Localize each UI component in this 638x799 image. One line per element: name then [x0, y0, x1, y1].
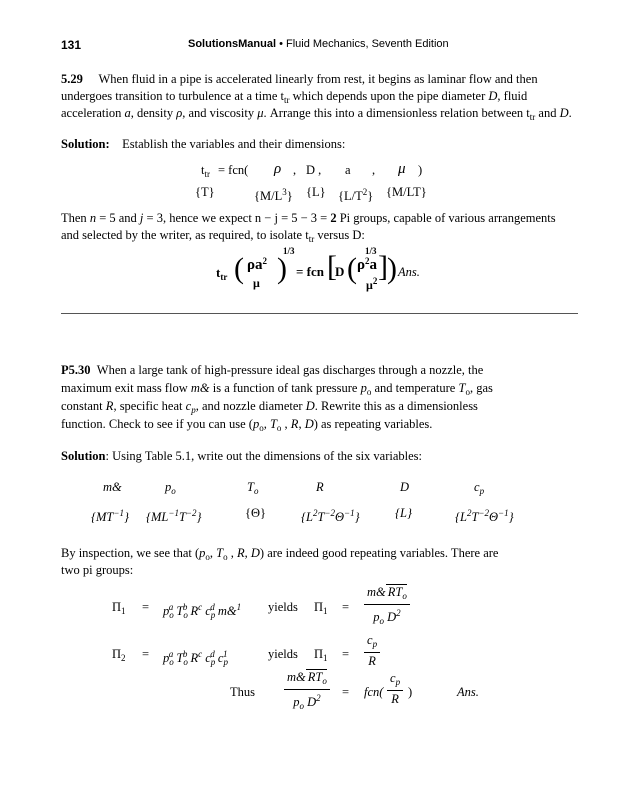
pi1-eq: =	[142, 600, 150, 614]
problem-529-text1: When fluid in a pipe is accelerated linearly from rest, it begins as laminar flow and then	[98, 72, 538, 86]
ans-529-exp1: 1/3	[283, 246, 295, 256]
dim-mdot: $\{MT^{-1}\}$	[91, 508, 129, 524]
problem-530-line2: maximum exit mass flow m& is a function of tank pressure $p_o$ and temperature $T_o$, gas	[61, 381, 493, 397]
ans-529-paren2-close: )	[387, 252, 397, 285]
sym-D-2: D	[559, 106, 569, 120]
eq-var-rho: ρ	[274, 161, 282, 177]
inspect-line1: By inspection, we see that ($p_o$, $T_o$ , R, D) are indeed good repeating variables. There are	[61, 546, 499, 562]
problem-529-text3a: acceleration	[61, 106, 125, 120]
problem-529-text2b: which depends upon the pipe diameter	[289, 89, 489, 103]
thus-eq: =	[342, 685, 350, 699]
var-mdot: m&	[103, 480, 122, 494]
thus-close: )	[408, 685, 413, 699]
sym-tr-2: tr	[529, 112, 536, 122]
ans-529-eq: = fcn	[296, 264, 324, 279]
dim-D: {L}	[395, 506, 412, 520]
pi1-result-lhs: $\Pi_1$	[314, 600, 328, 616]
ans-529-num1: $\rho a^2$	[247, 256, 268, 273]
problem-529-text3d: . Arrange this into a dimensionless relation between t	[263, 106, 530, 120]
solution-529-text: Establish the variables and their dimensions:	[122, 137, 346, 151]
ans-530-label: Ans.	[457, 685, 479, 699]
var-To: $T_o$	[247, 480, 259, 496]
header-title: SolutionsManual	[188, 38, 276, 50]
eq-var-comma2: ,	[372, 163, 376, 177]
dim-po: $\{ML^{-1}T^{-2}\}$	[146, 508, 202, 524]
pi1-lhs: $\Pi_1$	[112, 600, 126, 616]
inspect-line2: two pi groups:	[61, 563, 134, 577]
ans-529-den2: $\mu^2$	[366, 276, 378, 292]
problem-529-text3e: and	[535, 106, 560, 120]
pi2-yields: yields	[268, 647, 298, 661]
var-po: $p_o$	[165, 480, 176, 496]
dim-R: $\{L^2T^{-2}\Theta^{-1}\}$	[301, 508, 360, 524]
sym-mu: μ	[257, 106, 264, 120]
solution-530: Solution: Using Table 5.1, write out the dimensions of the six variables:	[61, 449, 423, 463]
problem-529-line3	[61, 105, 572, 125]
sym-tr: tr	[283, 95, 290, 105]
dim-density: $\{M/L^3\}$	[254, 187, 293, 203]
thus-fcn: fcn(	[364, 685, 384, 699]
problem-529-text2a: undergoes transition to turbulence at a time t	[61, 89, 284, 103]
ans-529-num2: $\rho^2a$	[357, 256, 378, 273]
problem-529-text2c: , fluid	[497, 89, 528, 103]
problem-530-number: P5.30	[61, 363, 91, 377]
sym-D: D	[488, 89, 498, 103]
header-bullet: •	[279, 38, 283, 50]
running-header	[188, 38, 449, 50]
problem-529-number: 5.29	[61, 72, 83, 86]
var-cp: $c_p$	[474, 480, 485, 496]
thus-fcn-fraction: $\frac{c_p}{R}$	[387, 670, 403, 707]
eq-var-D: D ,	[306, 163, 322, 177]
section-divider	[61, 313, 578, 314]
then-line2: and selected by the writer, as required, to isolate $t_{tr}$ versus D:	[61, 228, 365, 244]
problem-529-text3f: .	[568, 106, 572, 120]
solution-529	[61, 136, 345, 152]
pi2-result-eq: =	[342, 647, 350, 661]
ans-529-paren1-open: (	[234, 252, 244, 285]
pi2-result-lhs: $\Pi_1$	[314, 647, 328, 663]
ans-529-bracket-close: ]	[378, 250, 388, 283]
header-subtitle: Fluid Mechanics, Seventh Edition	[285, 38, 449, 50]
dim-accel: $\{L/T^2\}$	[338, 187, 374, 203]
ans-529-exp2: 1/3	[365, 246, 377, 256]
solution-529-label: Solution:	[61, 137, 110, 151]
dim-visc: {M/LT}	[386, 185, 427, 199]
dim-T: {T}	[195, 185, 215, 199]
ans-529-paren2-open: (	[347, 252, 357, 285]
ans-529-label: Ans.	[398, 265, 420, 279]
problem-529-line1	[61, 71, 538, 87]
ans-529-bracket-open: [	[327, 250, 337, 283]
var-D: D	[400, 480, 410, 494]
problem-530-line3: constant R, specific heat $c_p$, and nozzle diameter D. Rewrite this as a dimensionless	[61, 399, 478, 415]
dim-L: {L}	[306, 185, 326, 199]
thus-fraction: m& $RT_o$ $p_o$ $D^2$	[284, 669, 330, 714]
problem-530-line4: function. Check to see if you can use ($p_o$, $T_o$ , R, D) as repeating variables.	[61, 417, 433, 433]
problem-530-line1: P5.30 When a large tank of high-pressure ideal gas discharges through a nozzle, the	[61, 363, 484, 377]
ans-529-tr: $t_{tr}$	[216, 265, 228, 282]
pi2-result-fraction: $\frac{c_p}{R}$	[364, 632, 380, 669]
sym-rho: ρ	[176, 106, 183, 120]
eq-var-a: a	[345, 163, 351, 177]
problem-529-text3c: , and viscosity	[182, 106, 258, 120]
pi1-rhs: $p_o^a$ $T_o^b$ $R^c$ $c_p^d$ m&$^1$	[163, 602, 242, 620]
var-R: R	[316, 480, 324, 494]
eq-var-mu: μ	[398, 161, 406, 177]
eq-var-close: )	[418, 163, 423, 177]
then-line1: Then n = 5 and j = 3, hence we expect n − j = 5 − 3 = 2 Pi groups, capable of various arrangements	[61, 211, 556, 225]
eq-var-comma1: ,	[293, 163, 297, 177]
thus-label: Thus	[230, 685, 255, 699]
pi2-rhs: $p_o^a$ $T_o^b$ $R^c$ $c_p^d$ $c_p^1$	[163, 649, 228, 667]
dim-To: {Θ}	[245, 506, 267, 520]
pi1-yields: yields	[268, 600, 298, 614]
eq-lhs: $t_{tr}$	[201, 163, 210, 179]
pi2-lhs: $\Pi_2$	[112, 647, 126, 663]
sym-a: a	[124, 106, 131, 120]
page-number: 131	[61, 38, 82, 52]
ans-529-D: D	[335, 264, 345, 279]
pi2-eq: =	[142, 647, 150, 661]
problem-529-text3b: , density	[130, 106, 177, 120]
pi1-result-eq: =	[342, 600, 350, 614]
ans-529-paren1-close: )	[277, 252, 287, 285]
pi1-result-fraction: m& $RT_o$ $p_o$ $D^2$	[364, 584, 410, 629]
eq-fcn: = fcn(	[218, 163, 249, 177]
dim-cp: $\{L^2T^{-2}\Theta^{-1}\}$	[455, 508, 514, 524]
ans-529-den1: μ	[253, 276, 260, 290]
